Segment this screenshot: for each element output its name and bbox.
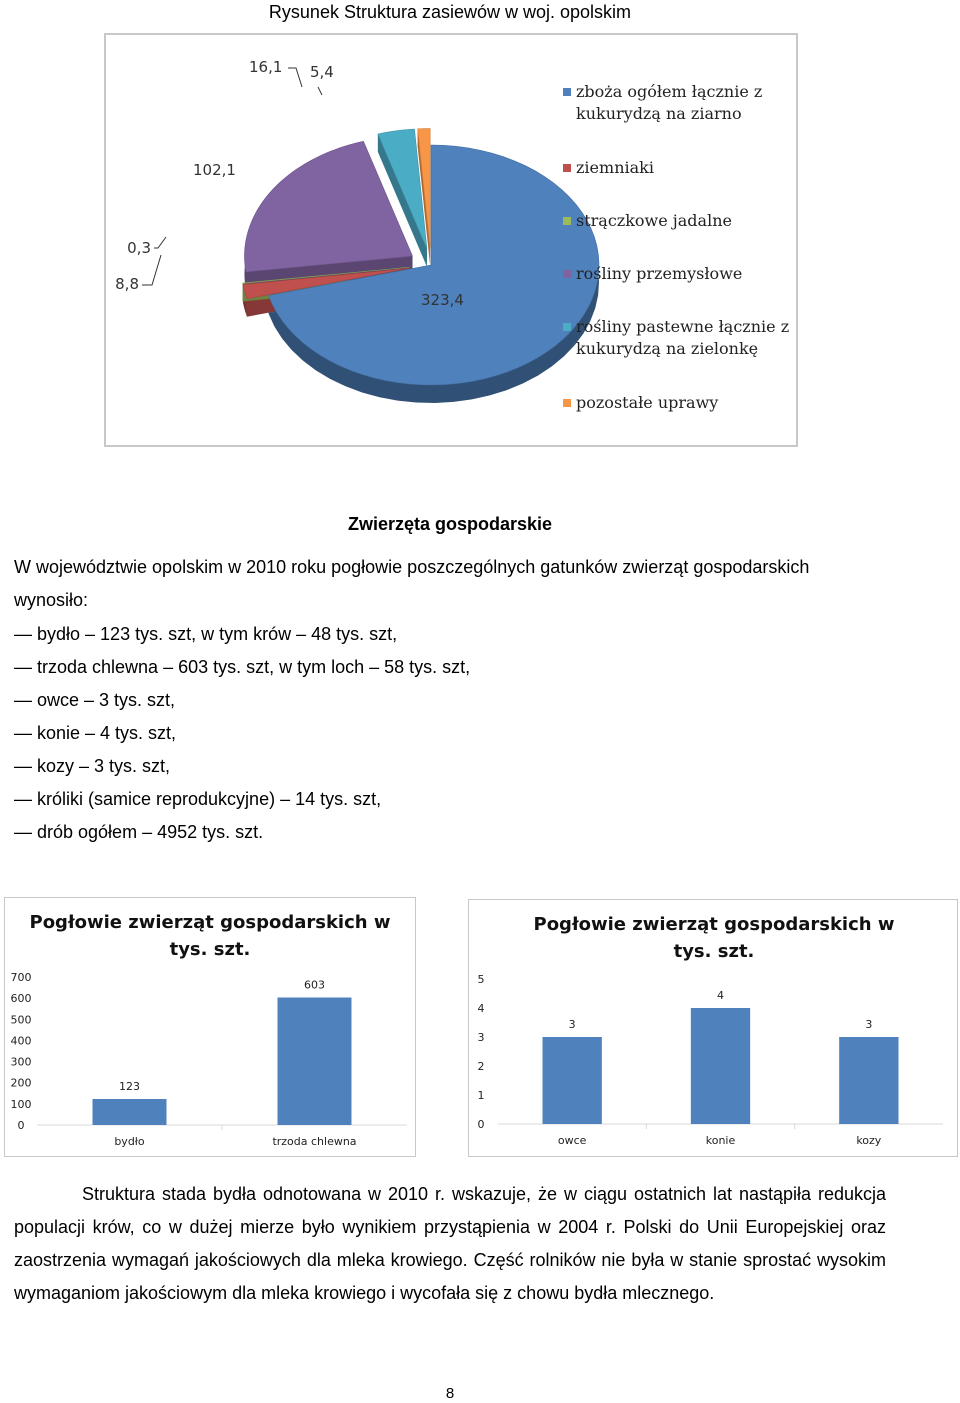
pie-leader-line: [154, 237, 166, 248]
y-tick-label: 3: [477, 1031, 485, 1044]
y-tick-label: 0: [17, 1119, 25, 1132]
pie-leader-line: [142, 255, 161, 285]
y-tick-label: 400: [10, 1034, 32, 1048]
y-tick-label: 100: [10, 1097, 32, 1111]
category-label: konie: [705, 1134, 736, 1147]
pie-chart: [106, 35, 796, 445]
y-tick-label: 1: [477, 1089, 485, 1102]
y-tick-label: 700: [10, 971, 32, 984]
legend-entry: rośliny przemysłowe: [576, 264, 743, 283]
y-tick-label: 200: [10, 1076, 32, 1090]
closing-paragraph: Struktura stada bydła odnotowana w 2010 r. wskazuje, że w ciągu ostatnich lat nastąpiła redukcja populacji krów, co w dużej mierze było wynikiem przystąpienia w 2004 r. Polski do Unii Europejskiej oraz zaostrzenia wymagań jakościowych dla mleka krowiego. Część rolników nie była w stanie sprostać wysokim wymaganiom jakościowym dla mleka krowiego i wycofała się z chowu bydła mlecznego.: [14, 1184, 886, 1303]
bar-chart-cattle-pigs: [5, 898, 415, 1156]
legend-entry: kukurydzą na zielonkę: [576, 339, 759, 358]
bar-chart-sheep-horses-goats: [469, 900, 957, 1156]
pie-leader-line: [318, 87, 322, 95]
page-number: 8: [445, 1385, 455, 1402]
list-item: — owce – 3 tys. szt,: [14, 690, 176, 710]
bar: [93, 1099, 167, 1125]
list-item: — bydło – 123 tys. szt, w tym krów – 48 tys. szt,: [14, 624, 398, 644]
livestock-list: [14, 618, 470, 849]
chart-title: tys. szt.: [169, 939, 251, 960]
pie-value-label: 0,3: [127, 239, 151, 257]
legend-swatch: [563, 270, 571, 278]
data-label: 603: [304, 978, 325, 992]
y-tick-label: 0: [477, 1118, 485, 1131]
legend-swatch: [563, 399, 571, 407]
bar-chart-cattle-pigs-frame: [4, 897, 416, 1157]
list-item: — drób ogółem – 4952 tys. szt.: [14, 822, 264, 842]
pie-value-label: 5,4: [310, 63, 334, 81]
bar: [839, 1037, 898, 1124]
data-label: 3: [568, 1018, 576, 1031]
legend-entry: kukurydzą na ziarno: [576, 104, 742, 123]
pie-leader-line: [288, 68, 302, 87]
legend-swatch: [563, 323, 571, 331]
y-tick-label: 600: [10, 992, 32, 1006]
list-item: — króliki (samice reprodukcyjne) – 14 tys. szt,: [14, 789, 382, 809]
intro-paragraph: W województwie opolskim w 2010 roku pogłowie poszczególnych gatunków zwierząt gospodarskich wynosiło:: [14, 557, 810, 610]
pie-value-label: 8,8: [115, 275, 139, 293]
y-tick-label: 5: [477, 973, 485, 986]
chart-title: tys. szt.: [673, 941, 755, 962]
y-tick-label: 2: [477, 1060, 485, 1073]
y-tick-label: 300: [10, 1055, 32, 1069]
pie-chart-frame: [104, 33, 798, 447]
data-label: 123: [119, 1079, 140, 1093]
list-item: — kozy – 3 tys. szt,: [14, 756, 171, 776]
pie-value-label: 16,1: [249, 58, 283, 76]
pie-value-label: 323,4: [421, 291, 464, 309]
pie-value-label: 102,1: [193, 161, 236, 179]
list-item: — trzoda chlewna – 603 tys. szt, w tym loch – 58 tys. szt,: [14, 657, 471, 677]
bar-chart-sheep-horses-goats-frame: [468, 899, 958, 1157]
category-label: kozy: [856, 1134, 882, 1147]
y-tick-label: 500: [10, 1013, 32, 1027]
data-label: 3: [865, 1018, 873, 1031]
chart-title: Pogłowie zwierząt gospodarskich w: [29, 912, 391, 933]
legend-entry: ziemniaki: [576, 158, 654, 177]
category-label: trzoda chlewna: [272, 1135, 357, 1148]
legend-swatch: [563, 88, 571, 96]
legend-swatch: [563, 217, 571, 225]
data-label: 4: [717, 989, 724, 1002]
figure-caption: Rysunek Struktura zasiewów w woj. opolskim: [268, 2, 632, 22]
section-heading: Zwierzęta gospodarskie: [347, 514, 553, 534]
legend-entry: strączkowe jadalne: [576, 211, 732, 230]
bar: [278, 998, 352, 1125]
chart-title: Pogłowie zwierząt gospodarskich w: [533, 914, 895, 935]
legend-entry: zboża ogółem łącznie z: [576, 82, 763, 101]
category-label: bydło: [114, 1135, 145, 1148]
bar: [691, 1008, 750, 1124]
bar: [543, 1037, 602, 1124]
category-label: owce: [557, 1134, 587, 1147]
legend-entry: pozostałe uprawy: [576, 393, 719, 412]
legend-swatch: [563, 164, 571, 172]
y-tick-label: 4: [477, 1002, 485, 1015]
legend-entry: rośliny pastewne łącznie z: [576, 317, 790, 336]
list-item: — konie – 4 tys. szt,: [14, 723, 177, 743]
